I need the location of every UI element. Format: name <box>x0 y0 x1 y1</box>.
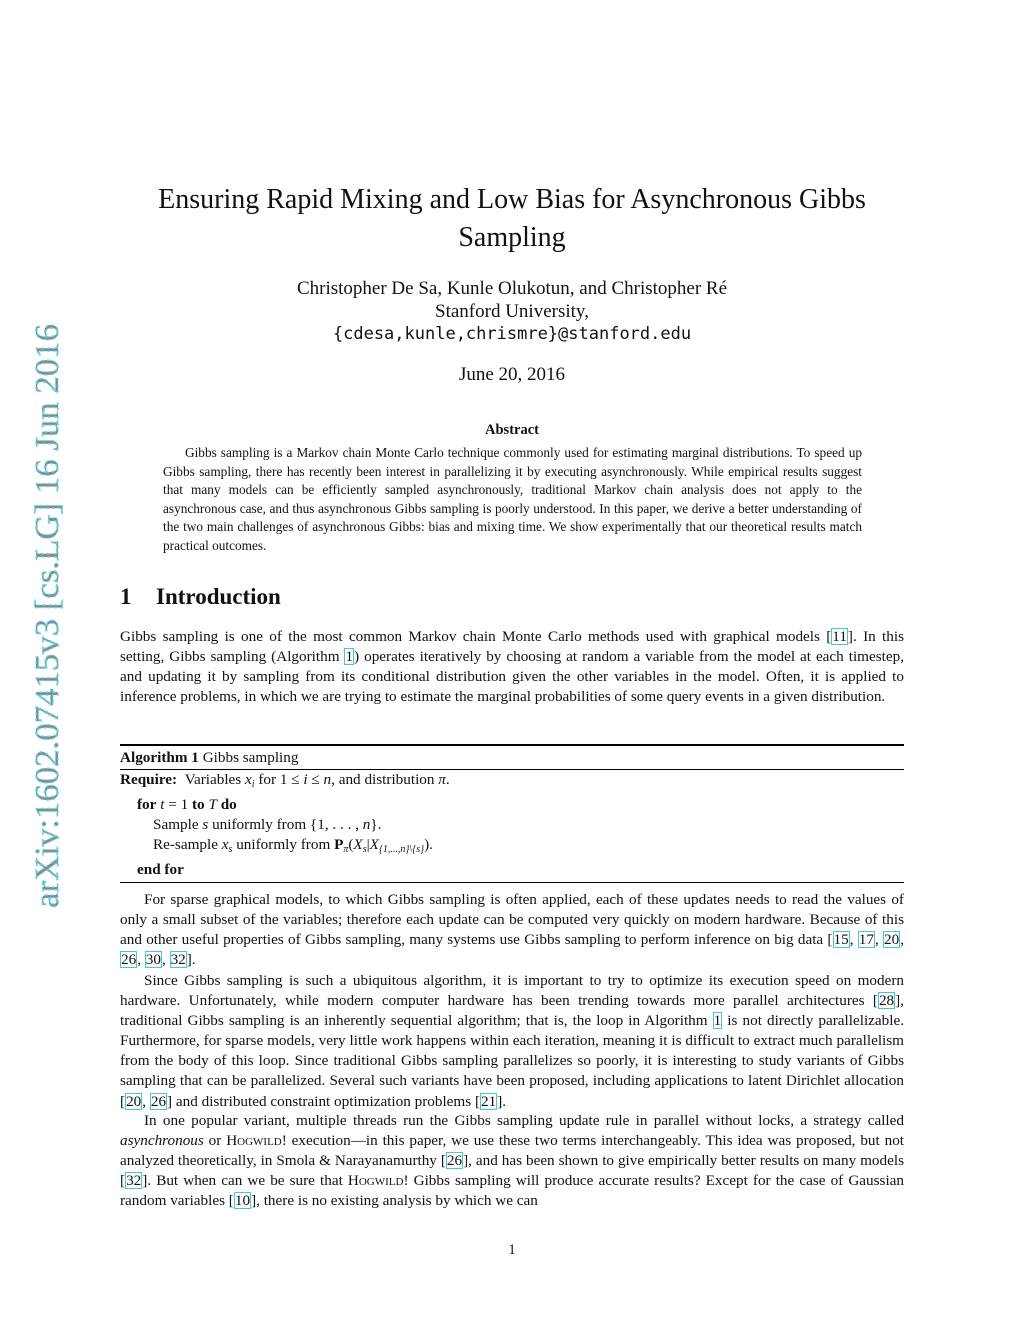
math-subscript: s <box>228 844 233 855</box>
math-subscript: {1,...,n}\{s} <box>378 844 425 855</box>
citation-link[interactable]: 10 <box>234 1192 251 1210</box>
math-var: X <box>353 836 363 853</box>
resample-text: | <box>366 836 370 853</box>
algorithm-resample-line <box>120 835 904 860</box>
para-text: ]. <box>497 1092 507 1110</box>
sample-text: uniformly from {1, . . . , <box>208 816 363 833</box>
arxiv-stamp-text: arXiv:1602.07415v3 [cs.LG] 16 Jun 2016 <box>29 337 66 908</box>
para-text: ! Gibbs sampling will produce accurate results? Except for the case of Gaussian random variables [ <box>120 1172 905 1210</box>
end-for-keyword: end for <box>137 861 184 878</box>
para-text: For sparse graphical models, to which Gibbs sampling is often applied, each of these updates needs to read the values of only a small subset of the variables; therefore each update can be computed very quickly on modern hardware. Because of this and other useful properties of Gibbs sampling, many systems use Gibbs sampling to perform inference on big data [ <box>120 891 904 949</box>
para-text: is not directly parallelizable. Furthermore, for sparse models, very little work happens within each iteration, meaning it is difficult to extract much parallelism from the body of this loop. Since traditional Gibbs sampling parallelizes so poorly, it is interesting to study variants of Gibbs sampling that can be parallelized. Several such variants have been proposed, including applications to latent Dirichlet allocation [ <box>120 1012 905 1110</box>
publication-date: June 20, 2016 <box>458 364 566 385</box>
body-paragraph-4 <box>120 1111 904 1211</box>
citation-link[interactable]: 26 <box>150 1092 167 1110</box>
body-paragraph-2: For sparse graphical models, to which Gibbs sampling is often applied, each of these updates needs to read the values of only a small subset of the variables; therefore each update can be computed very quickly on modern hardware. Because of this and other useful properties of Gibbs sampling, many systems use Gibbs sampling to perform inference on big data [15, 17, 20, 26, 30, 32]. <box>120 891 905 969</box>
require-text: Variables <box>184 771 245 788</box>
math-subscript: i <box>251 779 255 790</box>
citation-link[interactable]: 30 <box>145 951 161 969</box>
math-var: T <box>208 796 217 813</box>
require-text: , and distribution <box>331 771 439 788</box>
math-var: x <box>245 771 252 788</box>
for-text: = 1 <box>164 796 192 813</box>
math-var: s <box>202 816 209 833</box>
intro-paragraph <box>120 627 904 707</box>
citation-link[interactable]: 15 <box>833 931 849 949</box>
intro-text-3: ) operates iteratively by choosing at random a variable from the model at each timestep, and updating it by sampling from its conditional distribution given the other variables in the model. Often, it is applied to inference problems, in which we are trying to estimate the marginal probabilities of some query events in a given distribution. <box>120 648 904 706</box>
emphasis-term: asynchronous <box>120 1132 204 1150</box>
require-keyword: Require: <box>120 771 178 788</box>
to-keyword: to <box>192 796 205 813</box>
para-text: In one popular variant, multiple threads run the Gibbs sampling update rule in parallel without locks, a strategy called <box>144 1112 904 1129</box>
para-text: ], there is no existing analysis by which we can <box>251 1192 538 1210</box>
resample-text: ( <box>348 836 354 853</box>
require-text: ≤ <box>307 771 324 788</box>
intro-text-2: ]. In this setting, Gibbs sampling (Algorithm <box>120 628 904 666</box>
algorithm-sample-line <box>120 815 904 835</box>
algorithm-box <box>120 744 904 883</box>
sample-text: Sample <box>153 816 203 833</box>
algorithm-ref-link[interactable]: 1 <box>345 648 354 666</box>
require-text: for 1 ≤ <box>254 771 304 788</box>
algorithm-end-for-line <box>120 860 904 880</box>
hogwild-term: Hogwild <box>347 1172 404 1190</box>
math-prob: P <box>334 836 344 853</box>
section-heading <box>120 584 281 610</box>
citation-link[interactable]: 17 <box>858 931 874 949</box>
para-text: Since Gibbs sampling is such a ubiquitous algorithm, it is important to try to optimize its execution speed on modern hardware. Unfortunately, while modern computer hardware has been trending towards more parallel architectures [ <box>120 972 904 1010</box>
math-var: t <box>160 796 165 813</box>
math-subscript: π <box>343 844 349 855</box>
algorithm-bottom-rule <box>120 882 904 883</box>
para-text: or <box>203 1132 227 1150</box>
resample-text: Re-sample <box>153 836 222 853</box>
algorithm-ref-link[interactable]: 1 <box>713 1012 722 1030</box>
para-text: ! execution—in this paper, we use these two terms interchangeably. This idea was proposed, but not analyzed theoretically, in Smola & Narayanamurthy [ <box>120 1132 905 1170</box>
abstract-heading: Abstract <box>485 422 539 438</box>
algorithm-require-line <box>120 770 904 795</box>
para-text: ]. But when can we be sure that <box>142 1172 348 1190</box>
author-names: Christopher De Sa, Kunle Olukotun, and Christopher Ré <box>296 278 728 299</box>
citation-link[interactable]: 32 <box>126 1172 142 1190</box>
citation-link[interactable]: 20 <box>884 931 900 949</box>
para-text: ], and has been shown to give empirically better results on many models [ <box>120 1152 904 1190</box>
math-var: π <box>438 771 446 788</box>
sample-text: }. <box>370 816 382 833</box>
intro-text-1: Gibbs sampling is one of the most common Markov chain Monte Carlo methods used with graphical models [ <box>120 628 832 645</box>
citation-link[interactable]: 26 <box>446 1152 463 1170</box>
paper-title: Ensuring Rapid Mixing and Low Bias for Asynchronous Gibbs Sampling <box>158 184 866 253</box>
abstract-text: Gibbs sampling is a Markov chain Monte Carlo technique commonly used for estimating marginal distributions. To speed up Gibbs sampling, there has recently been interest in parallelizing it by executing asynchronously. While empirical results suggest that many models can be efficiently sampled asynchronously, traditional Markov chain analysis does not apply to the asynchronous case, and thus asynchronous Gibbs sampling is poorly understood. In this paper, we derive a better understanding of the two main challenges of asynchronous Gibbs: bias and mixing time. We show experimentally that our theoretical results match practical outcomes. <box>163 445 862 553</box>
para-text: ], traditional Gibbs sampling is an inherently sequential algorithm; that is, the loop in Algorithm <box>120 992 904 1030</box>
hogwild-term: Hogwild <box>226 1132 282 1150</box>
require-text: . <box>445 771 450 788</box>
citation-link[interactable]: 20 <box>126 1092 142 1110</box>
math-var: n <box>362 816 371 833</box>
algorithm-label: Algorithm 1 <box>120 749 199 766</box>
para-text: ]. <box>186 951 196 969</box>
for-keyword: for <box>137 796 157 813</box>
citation-link[interactable]: 28 <box>878 992 895 1010</box>
arxiv-identifier-stamp <box>18 320 74 910</box>
body-paragraph-3: Since Gibbs sampling is such a ubiquitous algorithm, it is important to try to optimize its execution speed on modern hardware. Unfortunately, while modern computer hardware has been trending towards more parallel architectures [28], traditional Gibbs sampling is an inherently sequential algorithm; that is, the loop in Algorithm 1 is not directly parallelizable. Furthermore, for sparse models, very little work happens within each iteration, meaning it is difficult to extract much parallelism from the body of this loop. Since traditional Gibbs sampling parallelizes so poorly, it is interesting to study variants of Gibbs sampling that can be parallelized. Several such variants have been proposed, including applications to latent Dirichlet allocation [20, 26] and distributed constraint optimization problems [21]. <box>120 972 905 1110</box>
affiliation: Stanford University, <box>435 301 589 322</box>
resample-text: uniformly from <box>232 836 335 853</box>
math-var: X <box>369 836 379 853</box>
page-number: 1 <box>508 1242 516 1258</box>
algorithm-for-line <box>120 795 904 815</box>
algorithm-caption <box>120 746 904 770</box>
author-block <box>120 277 904 346</box>
math-var: i <box>303 771 308 788</box>
author-emails: {cdesa,kunle,chrismre}@stanford.edu <box>332 324 692 344</box>
math-var: x <box>221 836 229 853</box>
algorithm-name: Gibbs sampling <box>202 749 299 766</box>
math-subscript: s <box>362 844 367 855</box>
resample-text: ). <box>424 836 433 853</box>
citation-link[interactable]: 21 <box>481 1092 497 1110</box>
arxiv-stamp-graphic <box>18 320 74 910</box>
do-keyword: do <box>220 796 237 813</box>
citation-link[interactable]: 32 <box>170 951 186 969</box>
section-title: Introduction <box>156 584 281 609</box>
para-text: ] and distributed constraint optimization problems [ <box>167 1092 480 1110</box>
math-var: n <box>323 771 332 788</box>
citation-link[interactable]: 11 <box>832 628 847 645</box>
citation-link[interactable]: 26 <box>121 951 137 969</box>
section-number: 1 <box>120 584 132 609</box>
